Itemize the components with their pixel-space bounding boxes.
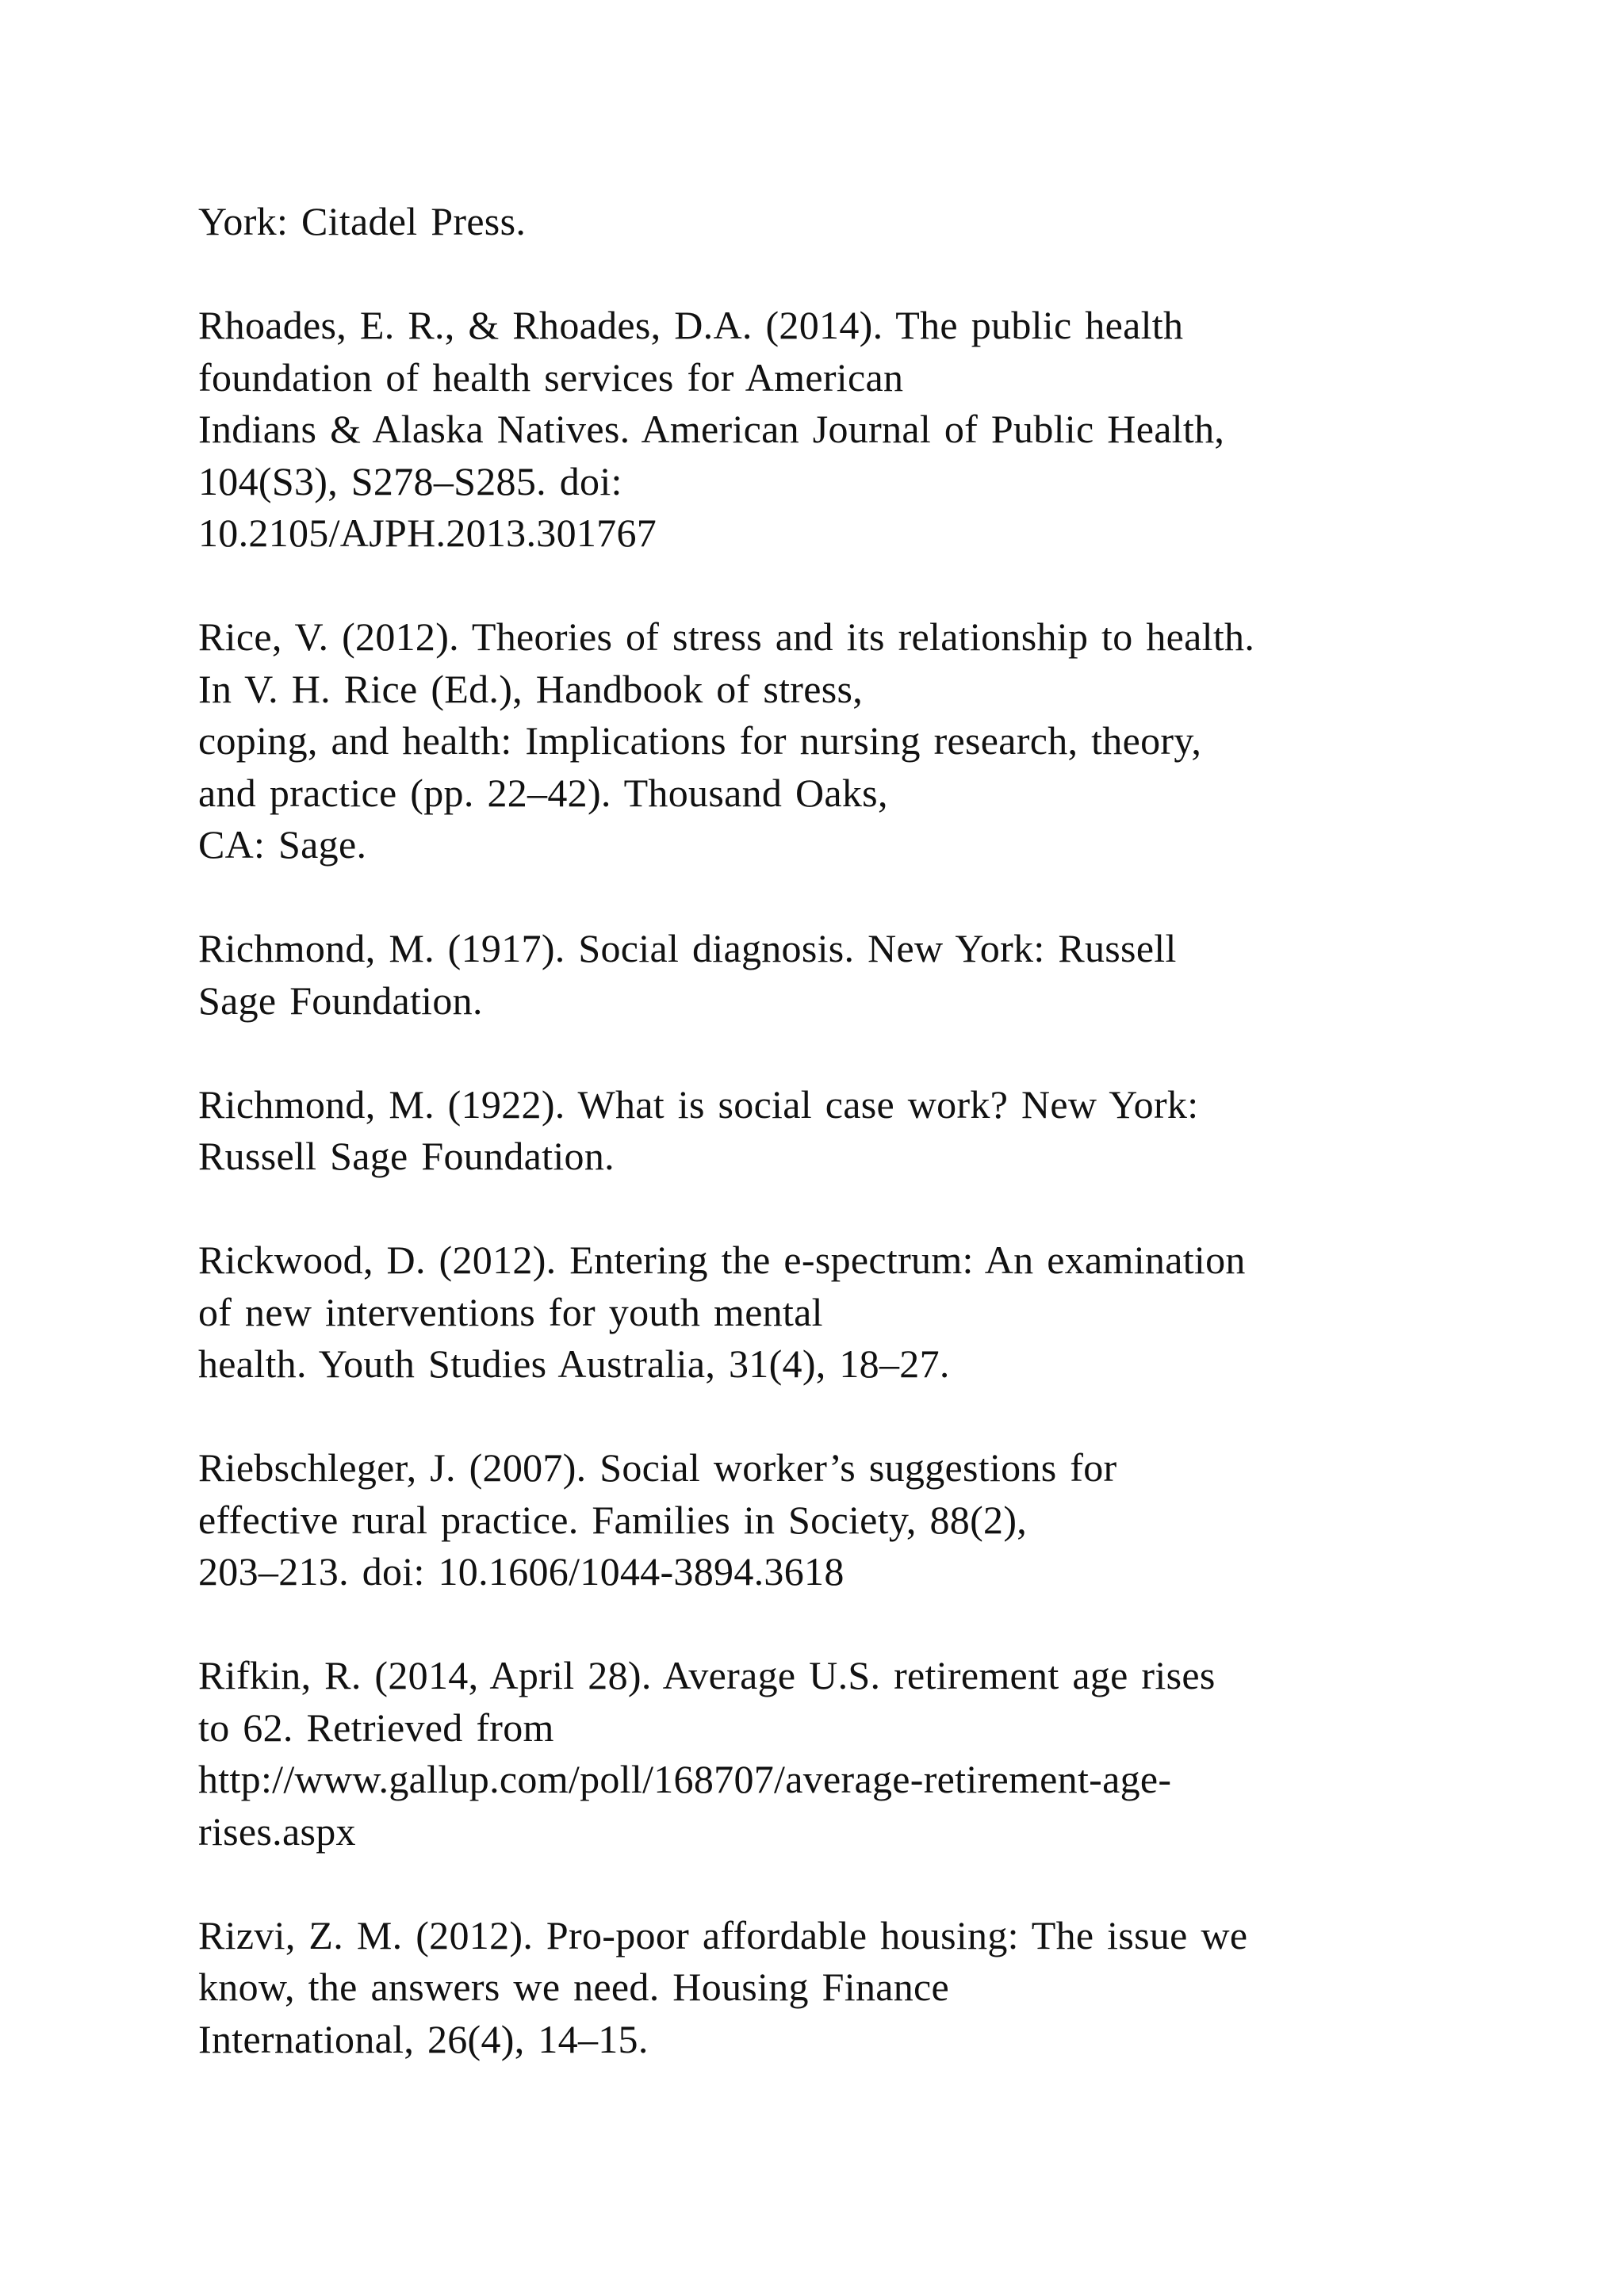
reference-line: health. Youth Studies Australia, 31(4), 18–27.	[198, 1341, 950, 1386]
reference-entry	[198, 1910, 1562, 2066]
reference-entry	[198, 1650, 1562, 1858]
reference-url-line: http://www.gallup.com/poll/168707/average-retirement-age-	[198, 1757, 1172, 1801]
reference-entry	[198, 1234, 1562, 1391]
reference-entry	[198, 196, 1562, 248]
reference-line: coping, and health: Implications for nursing research, theory,	[198, 718, 1202, 763]
reference-line: Sage Foundation.	[198, 978, 483, 1023]
reference-line: effective rural practice. Families in Society, 88(2),	[198, 1497, 1028, 1542]
reference-line: Rice, V. (2012). Theories of stress and its relationship to health.	[198, 614, 1255, 659]
reference-line: Richmond, M. (1917). Social diagnosis. New York: Russell	[198, 926, 1177, 970]
reference-line: Rifkin, R. (2014, April 28). Average U.S. retirement age rises	[198, 1653, 1216, 1697]
reference-entry	[198, 1079, 1562, 1183]
reference-entry	[198, 611, 1562, 871]
reference-line: Indians & Alaska Natives. American Journal of Public Health,	[198, 407, 1225, 451]
reference-url-line: rises.aspx	[198, 1808, 356, 1854]
reference-line: In V. H. Rice (Ed.), Handbook of stress,	[198, 666, 864, 711]
reference-line: foundation of health services for American	[198, 354, 904, 400]
reference-entry	[198, 1442, 1562, 1598]
reference-entry	[198, 923, 1562, 1027]
reference-line: 10.2105/AJPH.2013.301767	[198, 511, 657, 555]
reference-line: 104(S3), S278–S285. doi:	[198, 458, 622, 503]
reference-line: York: Citadel Press.	[198, 199, 527, 243]
reference-line: of new interventions for youth mental	[198, 1289, 823, 1334]
reference-list	[198, 196, 1562, 2118]
reference-line: Rhoades, E. R., & Rhoades, D.A. (2014). The public health	[198, 303, 1184, 347]
reference-line: CA: Sage.	[198, 822, 367, 867]
reference-line: Richmond, M. (1922). What is social case work? New York:	[198, 1081, 1199, 1127]
reference-line: International, 26(4), 14–15.	[198, 2016, 649, 2061]
reference-line: to 62. Retrieved from	[198, 1705, 554, 1750]
reference-line: and practice (pp. 22–42). Thousand Oaks,	[198, 770, 888, 815]
reference-line: Rickwood, D. (2012). Entering the e-spectrum: An examination	[198, 1238, 1246, 1282]
reference-line: know, the answers we need. Housing Finance	[198, 1965, 950, 2009]
reference-line: Rizvi, Z. M. (2012). Pro-poor affordable housing: The issue we	[198, 1912, 1248, 1957]
reference-line: Riebschleger, J. (2007). Social worker’s suggestions for	[198, 1445, 1117, 1490]
reference-line: Russell Sage Foundation.	[198, 1134, 615, 1178]
reference-line: 203–213. doi: 10.1606/1044-3894.3618	[198, 1549, 845, 1594]
reference-entry	[198, 300, 1562, 560]
